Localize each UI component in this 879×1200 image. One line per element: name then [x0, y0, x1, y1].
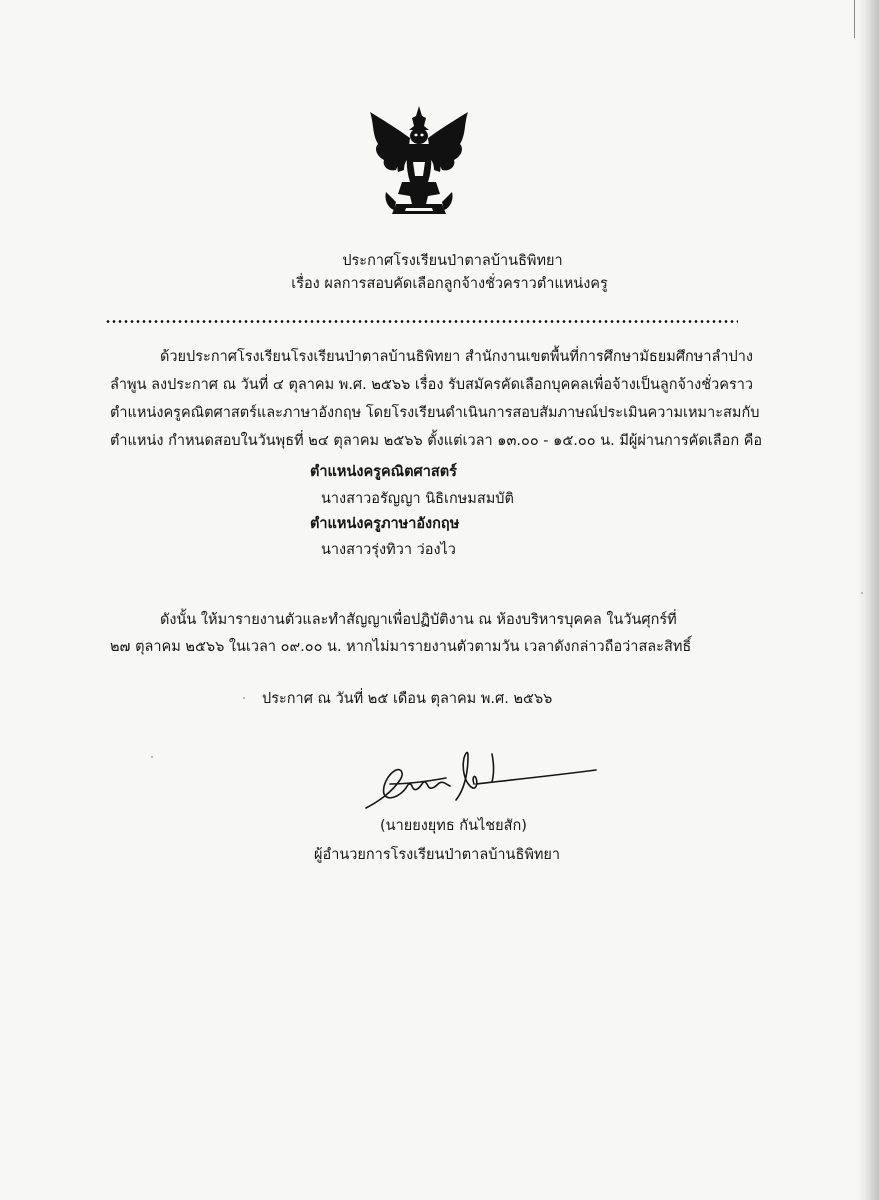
scan-edge-mark	[854, 0, 855, 38]
signatory-name: (นายยงยุทธ กันไชยสัก)	[380, 818, 527, 834]
announcement-subject: เรื่อง ผลการสอบคัดเลือกลูกจ้างชั่วคราวตำแหน่งครู	[291, 276, 608, 292]
garuda-emblem-icon	[366, 104, 472, 216]
scan-speck	[861, 592, 863, 594]
instruction-line-2: ๒๗ ตุลาคม ๒๕๖๖ ในเวลา ๐๙.๐๐ น. หากไม่มารายงานตัวตามวัน เวลาดังกล่าวถือว่าสละสิทธิ์	[110, 639, 692, 655]
instruction-line-1: ดังนั้น ให้มารายงานตัวและทำสัญญาเพื่อปฏิบัติงาน ณ ห้องบริหารบุคคล ในวันศุกร์ที่	[160, 612, 677, 628]
announcement-date: ประกาศ ณ วันที่ ๒๕ เดือน ตุลาคม พ.ศ. ๒๕๖๖	[262, 691, 553, 707]
result-name-math: นางสาวอรัญญา นิธิเกษมสมบัติ	[321, 491, 514, 507]
scan-edge-shadow	[857, 0, 879, 1200]
intro-line-1: ด้วยประกาศโรงเรียนโรงเรียนป่าตาลบ้านธิพิทยา สำนักงานเขตพื้นที่การศึกษามัธยมศึกษาลำปาง	[160, 349, 753, 365]
result-position-math: ตำแหน่งครูคณิตศาสตร์	[310, 464, 457, 480]
scan-speck	[243, 697, 245, 699]
handwritten-signature	[360, 744, 605, 816]
result-position-english: ตำแหน่งครูภาษาอังกฤษ	[310, 516, 460, 532]
signatory-title: ผู้อำนวยการโรงเรียนป่าตาลบ้านธิพิทยา	[314, 847, 561, 863]
announcement-title: ประกาศโรงเรียนป่าตาลบ้านธิพิทยา	[342, 253, 563, 269]
scan-speck	[151, 756, 153, 758]
dotted-divider	[105, 320, 738, 323]
result-name-english: นางสาวรุ่งทิวา ว่องไว	[321, 542, 456, 558]
intro-line-4: ตำแหน่ง กำหนดสอบในวันพุธที่ ๒๔ ตุลาคม ๒๕๖๖ ตั้งแต่เวลา ๑๓.๐๐ - ๑๕.๐๐ น. มีผู้ผ่านการคัดเลือก คือ	[110, 433, 763, 449]
intro-line-3: ตำแหน่งครูคณิตศาสตร์และภาษาอังกฤษ โดยโรงเรียนดำเนินการสอบสัมภาษณ์ประเมินความเหมาะสมกับ	[110, 405, 760, 421]
intro-line-2: ลำพูน ลงประกาศ ณ วันที่ ๔ ตุลาคม พ.ศ. ๒๕๖๖ เรื่อง รับสมัครคัดเลือกบุคคลเพื่อจ้างเป็นลูกจ้างชั่วคราว	[110, 377, 754, 393]
